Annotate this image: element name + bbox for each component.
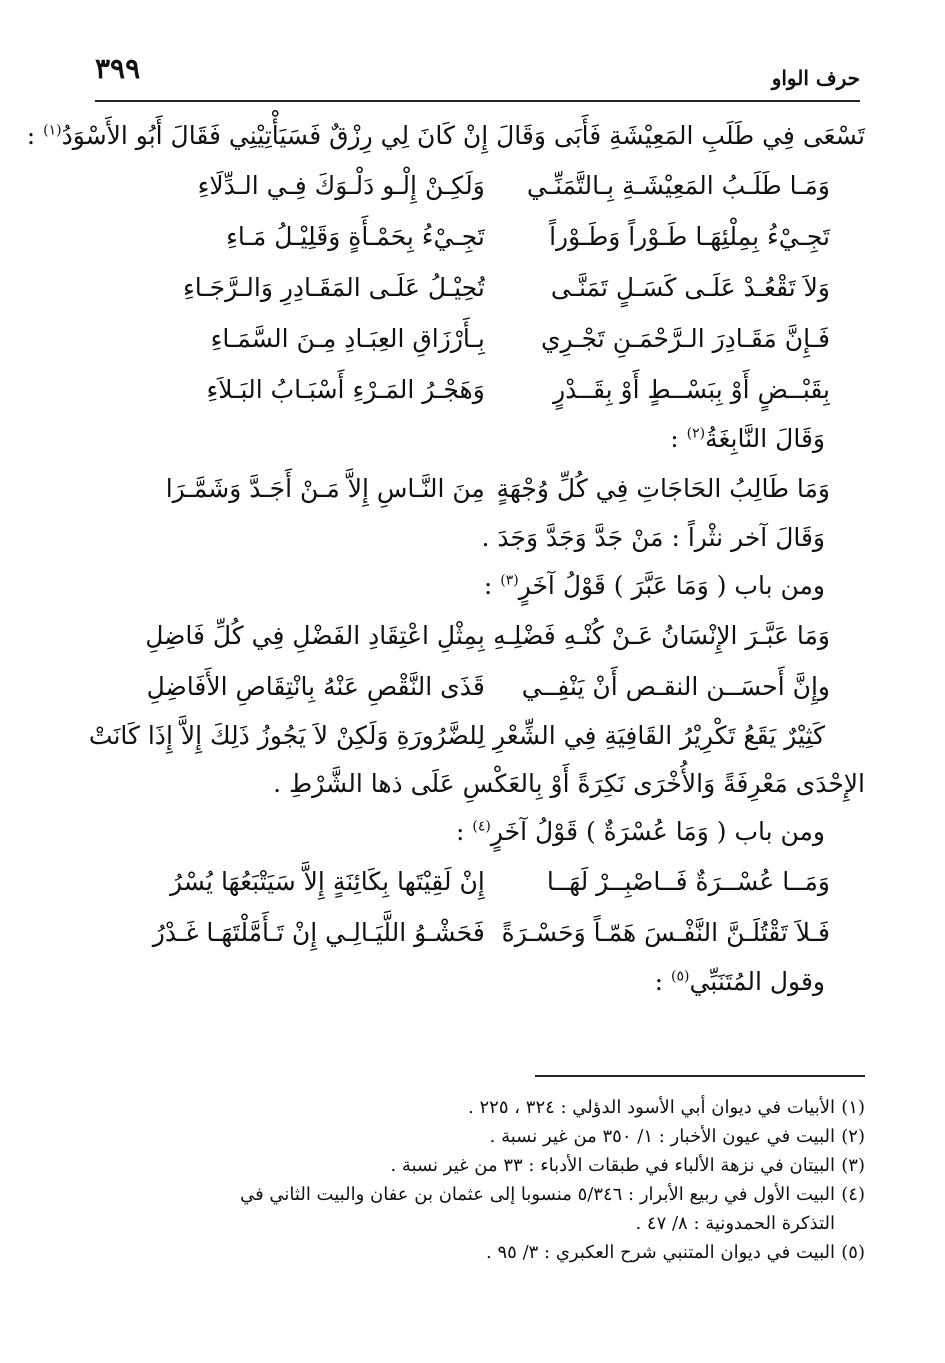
rule-paragraph-line-2: الإِحْدَى مَعْرِفَةً وَالأُخْرَى نَكِرَةً أَوْ بِالعَكْسِ عَلَى ذها الشَّرْطِ .: [273, 769, 865, 798]
verse-second-hemistich: مِنَ النَّـاسِ إِلاَّ مَـنْ أَجَـدَّ وَشَمَّـرَا: [165, 474, 485, 503]
footnotes-section: [95, 1075, 865, 1267]
verse-first-hemistich: وإِنَّ أَحسَــن النقـص أَنْ يَنْفِــي: [521, 672, 830, 701]
verse-second-hemistich: وَهَجْـرُ المَـرْءِ أَسْبَـابُ البَـلاَءِ: [206, 375, 485, 404]
verse-first-hemistich: وَمَــا عُسْــرَةٌ فَــاصْبِــرْ لَهَــا: [546, 867, 830, 896]
main-text: [26, 112, 865, 1006]
verse-second-hemistich: بِمِثْلِ اعْتِقَادِ الفَضْلِ فِي كُلِّ فَاضِلِ: [145, 621, 485, 650]
bab1-intro-line: [95, 562, 865, 610]
verse-first-hemistich: فَـإِنَّ مَقَـادِرَ الـرَّحْمَـنِ تَجْـرِي: [540, 324, 830, 353]
bab2-intro-line: [95, 808, 865, 856]
verse-second-hemistich: بِـأَرْزَاقِ العِبَـادِ مِـنَ السَّمَـاءِ: [210, 324, 485, 353]
prose-naathr: وَقَالَ آخر نثْراً : مَنْ جَدَّ وَجَدَّ وَجَدَ .: [481, 523, 825, 552]
verse-line: [95, 160, 865, 211]
footnote-text: الأبيات في ديوان أبي الأسود الدؤلي : ٣٢٤ ، ٢٢٥ .: [468, 1097, 835, 1118]
verse-first-hemistich: تَجِـيْءُ بِمِلْئِهَـا طَـوْراً وَطَـوْراً: [549, 222, 830, 251]
footnote-number: (٤): [841, 1184, 865, 1205]
intro-colon: :: [26, 121, 44, 150]
verse-line: [95, 262, 865, 313]
footnote-text: البيت في عيون الأخبار : ١/ ٣٥٠ من غير نسبة .: [489, 1126, 835, 1147]
verse-first-hemistich: وَمَا طَالِبُ الحَاجَاتِ فِي كُلِّ وُجْهَةٍ: [496, 474, 830, 503]
footnote-number: (٥): [841, 1242, 865, 1263]
verse-line: [95, 907, 865, 958]
intro-line: [26, 112, 865, 160]
bab2-intro: ومن باب ( وَمَا عُسْرَةٌ ) قَوْلُ آخَرٍ: [490, 817, 825, 846]
footnote-item: [95, 1151, 865, 1180]
verse-second-hemistich: تَجِـيْءُ بِحَمْـأَةٍ وَقَلِيْـلُ مَـاءِ: [226, 222, 485, 251]
verse-line: [95, 856, 865, 907]
footnote-ref: (٥): [670, 968, 690, 985]
colon: :: [483, 571, 501, 600]
footnote-divider: [535, 1075, 865, 1077]
verse-line: [95, 211, 865, 262]
colon: :: [670, 424, 687, 453]
verse-second-hemistich: فَحَشْـوُ اللَّيَـالِـي إِنْ تَـأَمَّلْتَهَـا غَـدْرُ: [152, 918, 485, 947]
verse-first-hemistich: وَمَا عَبَّـرَ الإِنْسَانُ عَـنْ كُنْـهِ فَضْلِـهِ: [493, 621, 830, 650]
footnote-ref: (١): [43, 122, 62, 139]
footnote-text: البيت في ديوان المتنبي شرح العكبري : ٣/ ٩٥ .: [486, 1242, 835, 1263]
verse-line: [95, 661, 865, 712]
footnote-item: [95, 1238, 865, 1267]
nabigha-intro-line: [95, 415, 865, 463]
footnote-continuation: التذكرة الحمدونية : ٨/ ٤٧ .: [635, 1213, 835, 1234]
verse-first-hemistich: فَـلاَ تَقْتُلَـنَّ النَّفْـسَ هَمّـاً وَحَسْـرَةً: [501, 918, 830, 947]
verse-first-hemistich: وَلاَ تَقْعُـدْ عَلَـى كَسَـلٍ تَمَنَّـى: [550, 273, 830, 302]
mutanabbi-intro-line: [95, 958, 865, 1006]
verse-second-hemistich: إِنْ لَقِيْتَها بِكَائِنَةٍ إِلاَّ سَيَتْبَعُهَا يُسْرُ: [169, 867, 485, 896]
mutanabbi-intro: وقول المُتَنَبِّي: [689, 967, 825, 996]
colon: :: [456, 817, 473, 846]
verse-second-hemistich: وَلَكِـنْ إِلْـو دَلْـوَكَ فِـي الـدِّلَاءِ: [197, 171, 485, 200]
verse-line: [95, 610, 865, 661]
rule-paragraph-line-1: كَثِيْرٌ يَقَعُ تَكْرِيْرُ القَافِيَةِ فِي الشِّعْرِ لِلضَّرُورَةِ وَلَكِنْ لاَ يَجُوزُ ذَلِكَ إِلاَّ إِذَا كَانَتْ: [88, 721, 825, 750]
intro-text: تَسْعَى فِي طَلَبِ المَعِيْشَةِ فَأَبَى وَقَالَ إِنْ كَانَ لِي رِزْقٌ فَسَيَأْتِيْنِي فَقَالَ أَبُو الأَسْوَدُ: [61, 121, 865, 150]
footnote-item: [95, 1180, 865, 1238]
page-number: ٣٩٩: [95, 52, 141, 85]
footnote-ref: (٣): [500, 572, 519, 589]
verse-second-hemistich: تُحِيْـلُ عَلَـى المَقَـادِرِ وَالـرَّجَـاءِ: [182, 273, 485, 302]
verse-first-hemistich: بِقَبْــضٍ أَوْ بِبَسْــطٍ أَوْ بِقَــدْرٍ: [553, 375, 830, 404]
footnote-item: [95, 1122, 865, 1151]
verse-line: [95, 364, 865, 415]
verse-second-hemistich: قَذَى النَّقْصِ عَنْهُ بِانْتِقَاصِ الأَفَاضِلِ: [146, 672, 485, 701]
footnote-ref: (٢): [686, 425, 706, 442]
colon: :: [654, 967, 671, 996]
running-head: حرف الواو: [771, 66, 860, 90]
footnote-ref: (٤): [472, 818, 491, 835]
nabigha-intro: وَقَالَ النَّابِغَةُ: [705, 424, 825, 453]
bab1-intro: ومن باب ( وَمَا عَبَّرَ ) قَوْلُ آخَرٍ: [518, 571, 825, 600]
verse-line: [95, 313, 865, 364]
footnote-number: (٢): [841, 1126, 865, 1147]
verse-first-hemistich: وَمَـا طَلَـبُ المَعِيْشَـةِ بِـالتَّمَنِّـي: [526, 171, 830, 200]
verse-line: [95, 463, 865, 514]
footnote-item: [95, 1093, 865, 1122]
footnote-text: البيتان في نزهة الألباء في طبقات الأدباء : ٣٣ من غير نسبة .: [390, 1155, 835, 1176]
footnote-number: (٣): [841, 1155, 865, 1176]
page-header: [95, 52, 860, 102]
footnote-text: البيت الأول في ربيع الأبرار : ٥/٣٤٦ منسوبا إلى عثمان بن عفان والبيت الثاني في: [240, 1184, 835, 1205]
footnote-number: (١): [841, 1097, 865, 1118]
